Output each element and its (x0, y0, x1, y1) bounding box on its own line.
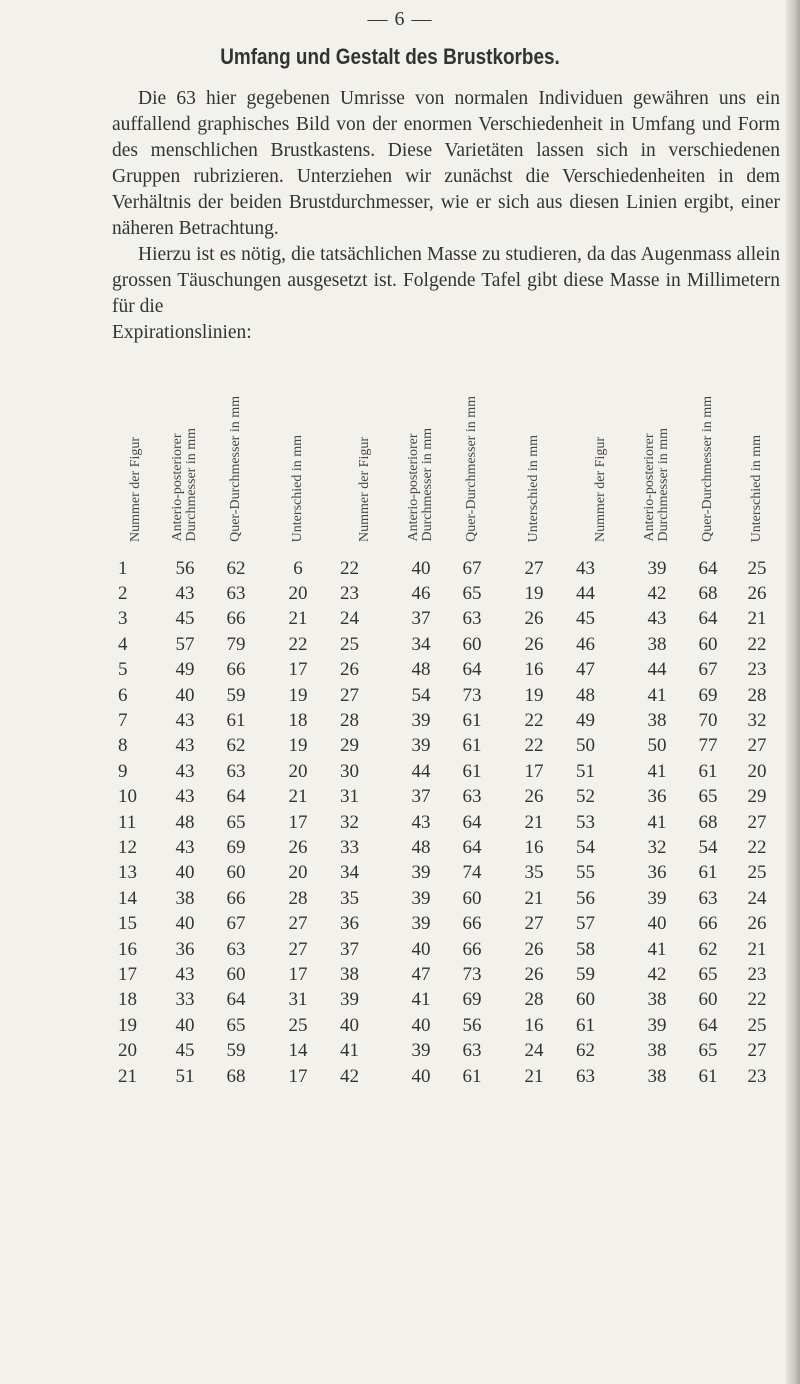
table-cell: 66 (226, 887, 246, 909)
header-ap-1: Anterio-posteriorer Durchmesser in mm (170, 428, 199, 542)
table-cell: 54 (698, 836, 718, 858)
table-cell: 40 (411, 1014, 431, 1036)
table-cell: 68 (226, 1065, 246, 1087)
table-cell: 44 (576, 583, 595, 605)
table-row (112, 988, 780, 1013)
table-row (112, 911, 780, 936)
table-cell: 70 (698, 710, 718, 732)
table-cell: 20 (288, 583, 308, 605)
table-cell: 36 (175, 938, 195, 960)
table-cell: 52 (576, 786, 595, 808)
table-cell: 11 (118, 811, 137, 833)
table-cell: 27 (288, 913, 308, 935)
table-cell: 38 (647, 710, 667, 732)
table-cell: 39 (647, 1014, 667, 1036)
table-cell: 36 (340, 913, 359, 935)
table-cell: 17 (288, 1065, 308, 1087)
table-cell: 48 (576, 684, 595, 706)
table-cell: 60 (698, 989, 718, 1011)
table-cell: 47 (411, 963, 431, 985)
table-cell: 48 (411, 659, 431, 681)
table-cell: 44 (647, 659, 667, 681)
table-cell: 21 (747, 938, 767, 960)
table-cell: 47 (576, 659, 595, 681)
table-cell: 63 (462, 608, 482, 630)
table-cell: 41 (411, 989, 431, 1011)
table-cell: 61 (698, 862, 718, 884)
table-row (112, 658, 780, 683)
table-cell: 17 (288, 811, 308, 833)
table-cell: 64 (462, 836, 482, 858)
header-nummer-2: Nummer der Figur (357, 437, 372, 542)
table-cell: 62 (698, 938, 718, 960)
table-cell: 19 (524, 684, 544, 706)
table-cell: 22 (747, 836, 767, 858)
table-cell: 59 (226, 1040, 246, 1062)
table-row (112, 734, 780, 759)
table-cell: 64 (226, 786, 246, 808)
header-quer-2: Quer-Durchmesser in mm (464, 396, 479, 542)
page-edge (786, 0, 800, 1384)
table-cell: 61 (462, 735, 482, 757)
table-cell: 27 (747, 1040, 767, 1062)
table-cell: 21 (288, 608, 308, 630)
table-cell: 40 (175, 862, 195, 884)
table-cell: 58 (576, 938, 595, 960)
table-cell: 63 (226, 760, 246, 782)
table-row (112, 937, 780, 962)
table-cell: 48 (175, 811, 195, 833)
table-cell: 1 (118, 557, 128, 579)
table-cell: 15 (118, 913, 137, 935)
table-cell: 21 (747, 608, 767, 630)
table-cell: 67 (462, 557, 482, 579)
table-cell: 73 (462, 963, 482, 985)
body-text (112, 86, 780, 346)
table-cell: 41 (647, 760, 667, 782)
table-cell: 6 (293, 557, 303, 579)
table-row (112, 1013, 780, 1038)
table-cell: 40 (175, 913, 195, 935)
page-number: — 6 — (367, 8, 433, 30)
table-cell: 73 (462, 684, 482, 706)
table-cell: 64 (698, 608, 718, 630)
table-cell: 27 (747, 735, 767, 757)
table-cell: 42 (647, 583, 667, 605)
table-cell: 61 (226, 710, 246, 732)
table-cell: 43 (175, 786, 195, 808)
table-row (112, 810, 780, 835)
table-cell: 21 (524, 887, 544, 909)
table-cell: 33 (175, 989, 195, 1011)
table-cell: 61 (462, 1065, 482, 1087)
table-cell: 43 (175, 963, 195, 985)
table-cell: 43 (175, 583, 195, 605)
table-cell: 65 (698, 786, 718, 808)
table-cell: 43 (175, 710, 195, 732)
table-cell: 54 (576, 836, 595, 858)
table-cell: 79 (226, 633, 246, 655)
table-cell: 21 (524, 1065, 544, 1087)
table-cell: 57 (175, 633, 195, 655)
table-cell: 44 (411, 760, 431, 782)
table-cell: 13 (118, 862, 137, 884)
table-row (112, 785, 780, 810)
header-quer-3: Quer-Durchmesser in mm (700, 396, 715, 542)
table-cell: 26 (524, 938, 544, 960)
table-body (112, 556, 780, 1089)
table-cell: 66 (226, 659, 246, 681)
table-cell: 42 (340, 1065, 359, 1087)
table-cell: 22 (747, 633, 767, 655)
table-cell: 27 (747, 811, 767, 833)
table-cell: 67 (698, 659, 718, 681)
table-row (112, 708, 780, 733)
table-cell: 60 (698, 633, 718, 655)
table-cell: 66 (226, 608, 246, 630)
table-cell: 41 (647, 811, 667, 833)
table-cell: 60 (226, 862, 246, 884)
table-cell: 61 (462, 760, 482, 782)
table-cell: 65 (698, 1040, 718, 1062)
table-cell: 65 (462, 583, 482, 605)
table-cell: 45 (576, 608, 595, 630)
header-unterschied-2: Unterschied in mm (526, 434, 541, 542)
table-cell: 24 (747, 887, 767, 909)
table-cell: 14 (118, 887, 137, 909)
table-cell: 34 (411, 633, 431, 655)
table-intro: Expirationslinien: (112, 322, 252, 343)
table-cell: 64 (698, 557, 718, 579)
table-cell: 50 (647, 735, 667, 757)
table-cell: 39 (647, 557, 667, 579)
table-cell: 39 (411, 913, 431, 935)
table-cell: 26 (288, 836, 308, 858)
table-cell: 26 (524, 786, 544, 808)
table-cell: 6 (118, 684, 128, 706)
table-cell: 22 (340, 557, 359, 579)
table-cell: 51 (175, 1065, 195, 1087)
table-cell: 65 (226, 1014, 246, 1036)
table-cell: 24 (524, 1040, 544, 1062)
measurement-table (112, 366, 780, 1089)
table-cell: 27 (524, 913, 544, 935)
table-cell: 61 (698, 1065, 718, 1087)
table-row (112, 759, 780, 784)
table-cell: 68 (698, 811, 718, 833)
table-cell: 40 (411, 1065, 431, 1087)
table-cell: 46 (576, 633, 595, 655)
table-cell: 28 (340, 710, 359, 732)
table-cell: 32 (647, 836, 667, 858)
table-cell: 10 (118, 786, 137, 808)
table-cell: 28 (524, 989, 544, 1011)
table-cell: 26 (524, 608, 544, 630)
table-cell: 26 (524, 633, 544, 655)
table-cell: 43 (411, 811, 431, 833)
table-cell: 7 (118, 710, 128, 732)
table-cell: 16 (524, 659, 544, 681)
table-cell: 18 (118, 989, 137, 1011)
table-cell: 45 (175, 608, 195, 630)
table-cell: 40 (411, 557, 431, 579)
table-cell: 41 (647, 684, 667, 706)
table-cell: 56 (175, 557, 195, 579)
table-cell: 28 (288, 887, 308, 909)
table-cell: 43 (175, 760, 195, 782)
table-cell: 17 (288, 963, 308, 985)
table-cell: 26 (747, 913, 767, 935)
table-cell: 67 (226, 913, 246, 935)
table-cell: 62 (576, 1040, 595, 1062)
table-cell: 63 (698, 887, 718, 909)
table-cell: 63 (226, 583, 246, 605)
table-cell: 39 (411, 735, 431, 757)
table-cell: 41 (647, 938, 667, 960)
table-cell: 49 (576, 710, 595, 732)
table-header-row (112, 366, 780, 556)
table-cell: 69 (462, 989, 482, 1011)
table-cell: 38 (175, 887, 195, 909)
table-cell: 3 (118, 608, 128, 630)
table-cell: 60 (226, 963, 246, 985)
table-row (112, 1038, 780, 1063)
table-cell: 40 (175, 684, 195, 706)
table-cell: 17 (288, 659, 308, 681)
table-cell: 77 (698, 735, 718, 757)
table-cell: 56 (576, 887, 595, 909)
table-cell: 19 (118, 1014, 137, 1036)
table-row (112, 1064, 780, 1089)
table-cell: 39 (411, 862, 431, 884)
table-cell: 50 (576, 735, 595, 757)
table-cell: 53 (576, 811, 595, 833)
table-cell: 27 (340, 684, 359, 706)
table-cell: 39 (411, 887, 431, 909)
table-cell: 61 (698, 760, 718, 782)
table-cell: 63 (462, 786, 482, 808)
table-cell: 17 (524, 760, 544, 782)
table-cell: 37 (411, 608, 431, 630)
table-cell: 19 (288, 684, 308, 706)
table-cell: 43 (576, 557, 595, 579)
table-cell: 26 (524, 963, 544, 985)
table-cell: 16 (524, 836, 544, 858)
table-cell: 31 (288, 989, 308, 1011)
table-cell: 34 (340, 862, 359, 884)
table-cell: 63 (226, 938, 246, 960)
table-row (112, 632, 780, 657)
table-cell: 30 (340, 760, 359, 782)
table-cell: 36 (647, 786, 667, 808)
table-cell: 25 (747, 1014, 767, 1036)
table-cell: 63 (462, 1040, 482, 1062)
table-row (112, 683, 780, 708)
table-cell: 40 (340, 1014, 359, 1036)
header-nummer-3: Nummer der Figur (593, 437, 608, 542)
table-cell: 64 (462, 811, 482, 833)
table-cell: 29 (340, 735, 359, 757)
table-cell: 20 (288, 760, 308, 782)
table-cell: 59 (576, 963, 595, 985)
table-cell: 65 (698, 963, 718, 985)
table-cell: 38 (647, 633, 667, 655)
table-cell: 26 (747, 583, 767, 605)
table-cell: 36 (647, 862, 667, 884)
table-cell: 69 (226, 836, 246, 858)
table-cell: 23 (340, 583, 359, 605)
table-cell: 22 (524, 710, 544, 732)
table-cell: 51 (576, 760, 595, 782)
table-cell: 60 (462, 887, 482, 909)
header-quer-1: Quer-Durchmesser in mm (228, 396, 243, 542)
table-cell: 29 (747, 786, 767, 808)
table-cell: 4 (118, 633, 128, 655)
table-cell: 43 (647, 608, 667, 630)
table-cell: 66 (698, 913, 718, 935)
paragraph-1: Die 63 hier gegebenen Umrisse von normalen Individuen gewähren uns ein auffallend graphisches Bild von der enormen Verschiedenheit in Umfang und Form des menschlichen Brustkastens. Diese Varietäten lassen sich in verschiedenen Gruppen rubrizieren. Unterziehen wir zunächst die Verschiedenheiten in dem Verhältnis der beiden Brustdurchmesser, wie er sich aus diesen Linien ergibt, einer näheren Betrachtung. (112, 88, 780, 239)
table-cell: 2 (118, 583, 128, 605)
table-cell: 19 (288, 735, 308, 757)
table-cell: 25 (747, 862, 767, 884)
table-cell: 57 (576, 913, 595, 935)
paragraph-2: Hierzu ist es nötig, die tatsächlichen Masse zu studieren, da das Augenmass allein grossen Täuschungen ausgesetzt ist. Folgende Tafel gibt diese Masse in Millimetern für die (112, 244, 780, 317)
table-cell: 28 (747, 684, 767, 706)
table-cell: 38 (647, 1065, 667, 1087)
header-unterschied-1: Unterschied in mm (290, 434, 305, 542)
table-row (112, 861, 780, 886)
table-cell: 22 (524, 735, 544, 757)
table-row (112, 962, 780, 987)
table-cell: 42 (647, 963, 667, 985)
table-row (112, 835, 780, 860)
table-row (112, 886, 780, 911)
table-cell: 65 (226, 811, 246, 833)
table-cell: 61 (462, 710, 482, 732)
table-row (112, 556, 780, 581)
table-cell: 60 (576, 989, 595, 1011)
table-row (112, 607, 780, 632)
table-cell: 33 (340, 836, 359, 858)
table-row (112, 581, 780, 606)
table-cell: 62 (226, 735, 246, 757)
table-cell: 8 (118, 735, 128, 757)
table-cell: 62 (226, 557, 246, 579)
table-cell: 21 (118, 1065, 137, 1087)
table-cell: 54 (411, 684, 431, 706)
table-cell: 39 (411, 1040, 431, 1062)
table-cell: 20 (288, 862, 308, 884)
table-cell: 32 (747, 710, 767, 732)
header-unterschied-3: Unterschied in mm (749, 434, 764, 542)
table-cell: 40 (647, 913, 667, 935)
header-nummer-1: Nummer der Figur (128, 437, 143, 542)
table-cell: 21 (524, 811, 544, 833)
table-cell: 23 (747, 1065, 767, 1087)
table-cell: 9 (118, 760, 128, 782)
table-cell: 48 (411, 836, 431, 858)
table-cell: 46 (411, 583, 431, 605)
table-cell: 5 (118, 659, 128, 681)
table-cell: 26 (340, 659, 359, 681)
table-cell: 35 (524, 862, 544, 884)
table-cell: 20 (747, 760, 767, 782)
table-cell: 27 (524, 557, 544, 579)
table-cell: 31 (340, 786, 359, 808)
table-cell: 59 (226, 684, 246, 706)
table-cell: 60 (462, 633, 482, 655)
table-cell: 64 (226, 989, 246, 1011)
table-cell: 64 (462, 659, 482, 681)
table-cell: 39 (340, 989, 359, 1011)
table-cell: 23 (747, 963, 767, 985)
table-cell: 40 (175, 1014, 195, 1036)
table-cell: 18 (288, 710, 308, 732)
table-cell: 16 (118, 938, 137, 960)
table-cell: 38 (647, 1040, 667, 1062)
table-cell: 20 (118, 1040, 137, 1062)
table-cell: 16 (524, 1014, 544, 1036)
table-cell: 64 (698, 1014, 718, 1036)
table-cell: 25 (747, 557, 767, 579)
table-cell: 22 (288, 633, 308, 655)
table-cell: 41 (340, 1040, 359, 1062)
table-cell: 35 (340, 887, 359, 909)
table-cell: 61 (576, 1014, 595, 1036)
table-cell: 27 (288, 938, 308, 960)
table-cell: 55 (576, 862, 595, 884)
table-cell: 49 (175, 659, 195, 681)
table-cell: 25 (288, 1014, 308, 1036)
table-cell: 63 (576, 1065, 595, 1087)
header-ap-3: Anterio-posteriorer Durchmesser in mm (642, 428, 671, 542)
table-cell: 45 (175, 1040, 195, 1062)
table-cell: 24 (340, 608, 359, 630)
table-cell: 12 (118, 836, 137, 858)
table-cell: 21 (288, 786, 308, 808)
table-cell: 39 (411, 710, 431, 732)
table-cell: 25 (340, 633, 359, 655)
table-cell: 37 (411, 786, 431, 808)
table-cell: 43 (175, 735, 195, 757)
section-title: Umfang und Gestalt des Brustkorbes. (220, 44, 560, 69)
table-cell: 22 (747, 989, 767, 1011)
table-cell: 17 (118, 963, 137, 985)
table-cell: 39 (647, 887, 667, 909)
table-cell: 66 (462, 913, 482, 935)
table-cell: 38 (340, 963, 359, 985)
table-cell: 19 (524, 583, 544, 605)
header-ap-2: Anterio-posteriorer Durchmesser in mm (406, 428, 435, 542)
table-cell: 68 (698, 583, 718, 605)
table-cell: 23 (747, 659, 767, 681)
table-cell: 14 (288, 1040, 308, 1062)
table-cell: 43 (175, 836, 195, 858)
table-cell: 32 (340, 811, 359, 833)
table-cell: 56 (462, 1014, 482, 1036)
table-cell: 38 (647, 989, 667, 1011)
table-cell: 66 (462, 938, 482, 960)
table-cell: 74 (462, 862, 482, 884)
table-cell: 69 (698, 684, 718, 706)
table-cell: 40 (411, 938, 431, 960)
table-cell: 37 (340, 938, 359, 960)
